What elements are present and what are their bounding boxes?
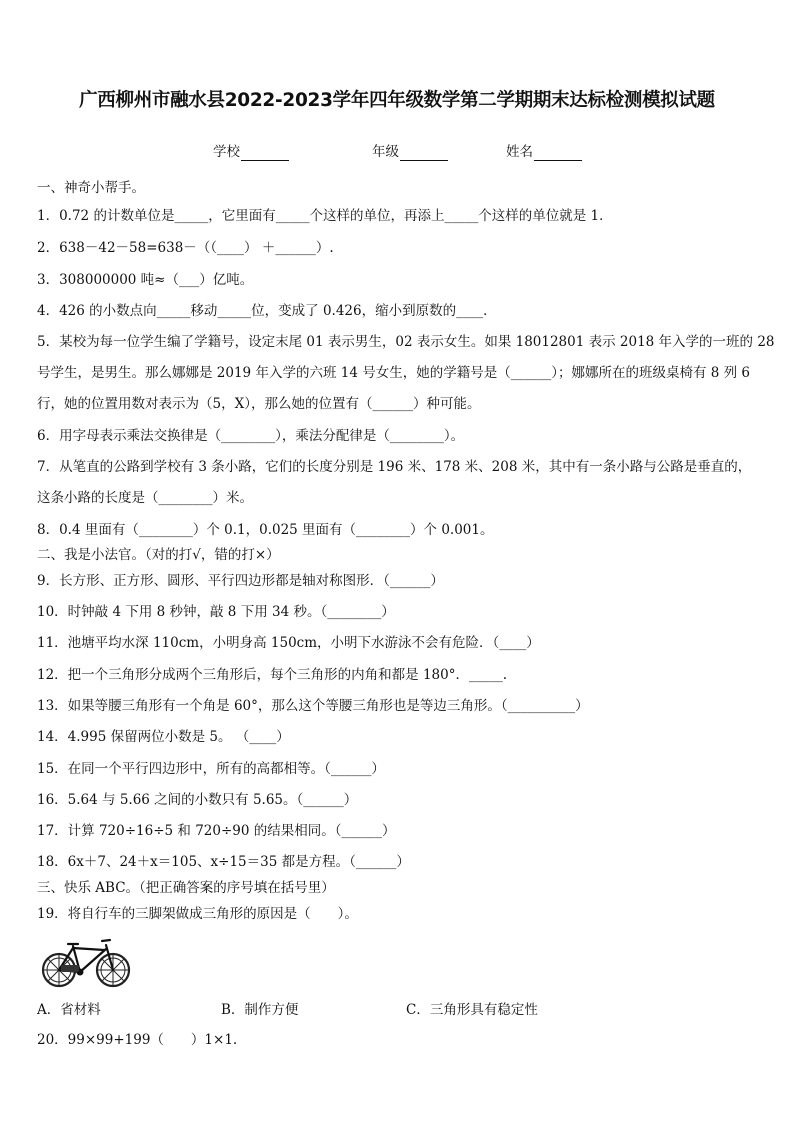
question-19: 19．将自行车的三脚架做成三角形的原因是（ ）。 — [37, 906, 358, 922]
school-label: 学校 — [213, 144, 240, 160]
question-5-line-3: 行，她的位置用数对表示为（5，X），那么她的位置有（______）种可能。 — [37, 396, 481, 412]
question-5-line-1: 5．某校为每一位学生编了学籍号，设定末尾 01 表示男生，02 表示女生。如果 18012801 表示 2018 年入学的一班的 28 — [37, 334, 775, 350]
grade-field — [372, 140, 448, 161]
grade-label: 年级 — [372, 144, 399, 160]
choice-a[interactable]: A．省材料 — [37, 1002, 101, 1018]
school-blank[interactable] — [241, 144, 289, 161]
question-9: 9．长方形、正方形、圆形、平行四边形都是轴对称图形．（______） — [37, 573, 444, 589]
question-7-line-1: 7．从笔直的公路到学校有 3 条小路，它们的长度分别是 196 米、178 米、208 米，其中有一条小路与公路是垂直的， — [37, 459, 752, 475]
school-field — [213, 140, 289, 161]
question-4: 4．426 的小数点向_____移动_____位，变成了 0.426，缩小到原数的____． — [37, 303, 497, 319]
name-blank[interactable] — [534, 144, 582, 161]
question-8: 8．0.4 里面有（________）个 0.1，0.025 里面有（________）个 0.001。 — [37, 522, 494, 538]
question-20: 20．99×99+199（ ）1×1. — [37, 1032, 238, 1048]
question-16: 16．5.64 与 5.66 之间的小数只有 5.65。（______） — [37, 792, 358, 808]
question-10: 10．时钟敲 4 下用 8 秒钟，敲 8 下用 34 秒。（________） — [37, 604, 395, 620]
choice-c[interactable]: C．三角形具有稳定性 — [406, 1002, 538, 1018]
question-6: 6．用字母表示乘法交换律是（________），乘法分配律是（________）。 — [37, 428, 465, 444]
question-15: 15．在同一个平行四边形中，所有的高都相等。（______） — [37, 761, 385, 777]
question-13: 13．如果等腰三角形有一个角是 60°，那么这个等腰三角形也是等边三角形。（__________） — [37, 698, 589, 714]
question-11: 11．池塘平均水深 110cm，小明身高 150cm，小明下水游泳不会有危险．（____） — [37, 635, 540, 651]
question-14: 14．4.995 保留两位小数是 5。 （____） — [37, 729, 290, 745]
grade-blank[interactable] — [400, 144, 448, 161]
name-field — [506, 140, 582, 161]
choice-b[interactable]: B．制作方便 — [221, 1002, 299, 1018]
page-title: 广西柳州市融水县2022-2023学年四年级数学第二学期期末达标检测模拟试题 — [79, 90, 715, 111]
section-2-heading: 二、我是小法官。（对的打√，错的打×） — [37, 547, 280, 563]
question-17: 17．计算 720÷16÷5 和 720÷90 的结果相同。（______） — [37, 823, 396, 839]
question-1: 1．0.72 的计数单位是_____，它里面有_____个这样的单位，再添上_____个这样的单位就是 1． — [37, 208, 613, 224]
question-5-line-2: 号学生，是男生。那么娜娜是 2019 年入学的六班 14 号女生，她的学籍号是（______）；娜娜所在的班级桌椅有 8 列 6 — [37, 365, 751, 381]
question-18: 18．6x＋7、24＋x＝105、x÷15＝35 都是方程。（______） — [37, 854, 410, 870]
question-7-line-2: 这条小路的长度是（________）米。 — [37, 490, 253, 506]
section-1-heading: 一、神奇小帮手。 — [37, 180, 145, 196]
section-3-heading: 三、快乐 ABC。（把正确答案的序号填在括号里） — [37, 880, 335, 896]
name-label: 姓名 — [506, 144, 533, 160]
question-2: 2．638－42－58=638－（（____） ＋______）. — [37, 240, 334, 256]
question-12: 12．把一个三角形分成两个三角形后，每个三角形的内角和都是 180°．_____. — [37, 667, 508, 683]
question-3: 3．308000000 吨≈（___）亿吨。 — [37, 272, 254, 288]
bicycle-icon — [40, 934, 132, 990]
